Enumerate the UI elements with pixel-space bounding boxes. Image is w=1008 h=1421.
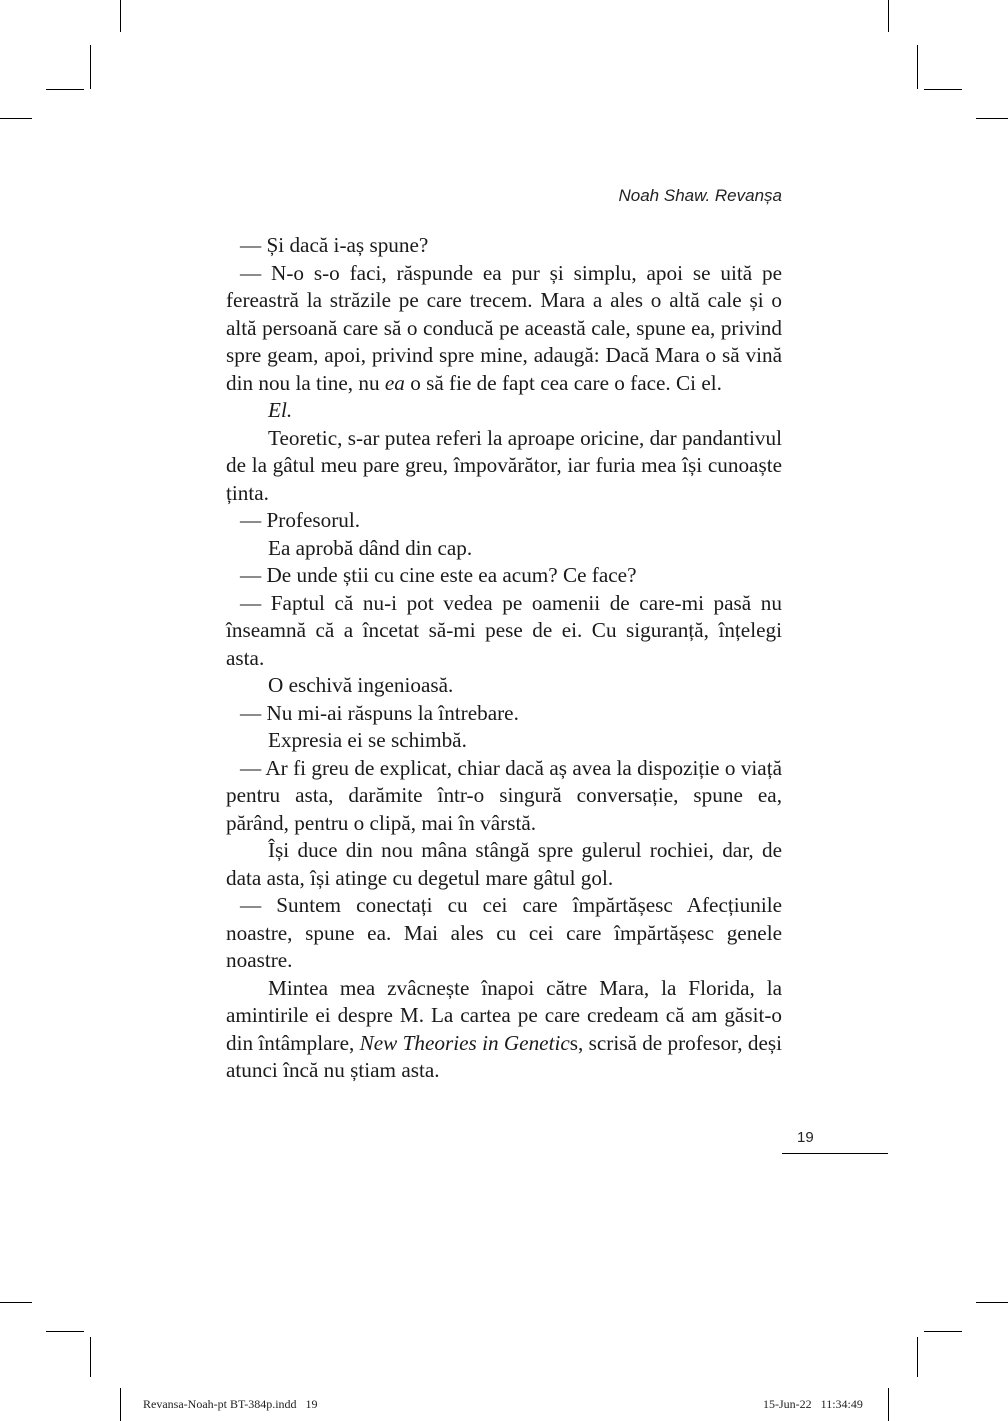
text-run: — Suntem conectați cu cei care împărtășesc Afecțiunile noastre, spune ea. Mai ales cu cei care împărtășesc genele noastre. [226,893,782,972]
paragraph [226,672,782,700]
paragraph [226,397,782,425]
italic-text: New Theories in Genetic [359,1030,570,1055]
crop-mark [46,89,84,90]
paragraph [226,232,782,260]
slug-filename: Revansa-Noah-pt BT-384p.indd 19 [143,1397,318,1411]
text-run: s, scrisă de profesor, deși atunci încă nu știam asta. [226,1030,782,1082]
paragraph [226,590,782,673]
text-run: — N-o s-o faci, răspunde ea pur și simplu, apoi se uită pe fereastră la străzile pe care trecem. Mara a ales o altă cale și o altă persoană care să o conducă pe această cale, spune ea, privind spre geam, apoi, privind spre mine, adaugă: Dacă Mara o să vină din nou la tine, nu [226,260,782,395]
text-run: Mintea mea zvâcnește înapoi către Mara, la Florida, la amintirile ei despre M. La cartea pe care credeam că am găsit-o din întâmplare, [226,975,782,1055]
crop-mark [976,1302,1008,1303]
running-head: Noah Shaw. Revanșa [618,186,782,205]
text-run: O eschivă ingenioasă. [268,673,454,697]
text-run: o să fie de fapt cea care o face. Ci el. [404,370,722,395]
italic-text: El. [268,398,293,422]
crop-mark [917,45,918,89]
paragraph [226,837,782,892]
crop-mark [46,1331,84,1332]
text-run: — Ar fi greu de explicat, chiar dacă aș avea la dispoziție o viață pentru asta, darămite într-o singură conversație, spune ea, părând, pentru o clipă, mai în vârstă. [226,755,782,835]
paragraph [226,755,782,838]
crop-mark [917,1337,918,1377]
paragraph [226,535,782,563]
paragraph [226,260,782,398]
italic-text: ea [384,370,405,395]
page-number: 19 [797,1129,814,1146]
text-run: — De unde știi cu cine este ea acum? Ce face? [240,563,637,587]
text-run: Ea aprobă dând din cap. [268,535,473,560]
paragraph [226,425,782,508]
paragraph [226,892,782,975]
text-run: Își duce din nou mâna stângă spre gulerul rochiei, dar, de data asta, își atinge cu degetul mare gâtul gol. [226,838,782,890]
text-run: Expresia ei se schimbă. [268,728,467,752]
crop-mark [976,118,1008,119]
text-run: — Nu mi-ai răspuns la întrebare. [240,700,519,725]
crop-mark [0,1302,32,1303]
slug-timestamp: 15-Jun-22 11:34:49 [763,1397,863,1411]
paragraph [226,562,782,590]
crop-mark [924,89,962,90]
crop-mark [90,45,91,89]
paragraph [226,700,782,728]
crop-mark [0,118,32,119]
folio-rule [782,1153,888,1154]
paragraph [226,507,782,535]
paragraph [226,975,782,1085]
body-text [226,232,782,1085]
text-run: Teoretic, s-ar putea referi la aproape oricine, dar pandantivul de la gâtul meu pare greu, împovărător, iar furia mea își cunoaște ținta. [226,425,782,505]
crop-mark [888,1388,889,1421]
text-run: — Și dacă i-aș spune? [240,233,429,257]
crop-mark [924,1331,962,1332]
text-run: — Faptul că nu-i pot vedea pe oamenii de care-mi pasă nu înseamnă că a încetat să-mi pese de ei. Cu siguranță, înțelegi asta. [226,590,782,670]
text-run: — Profesorul. [240,508,361,532]
crop-mark [888,0,889,32]
crop-mark [120,1388,121,1421]
crop-mark [120,0,121,32]
crop-mark [90,1337,91,1377]
paragraph [226,727,782,755]
